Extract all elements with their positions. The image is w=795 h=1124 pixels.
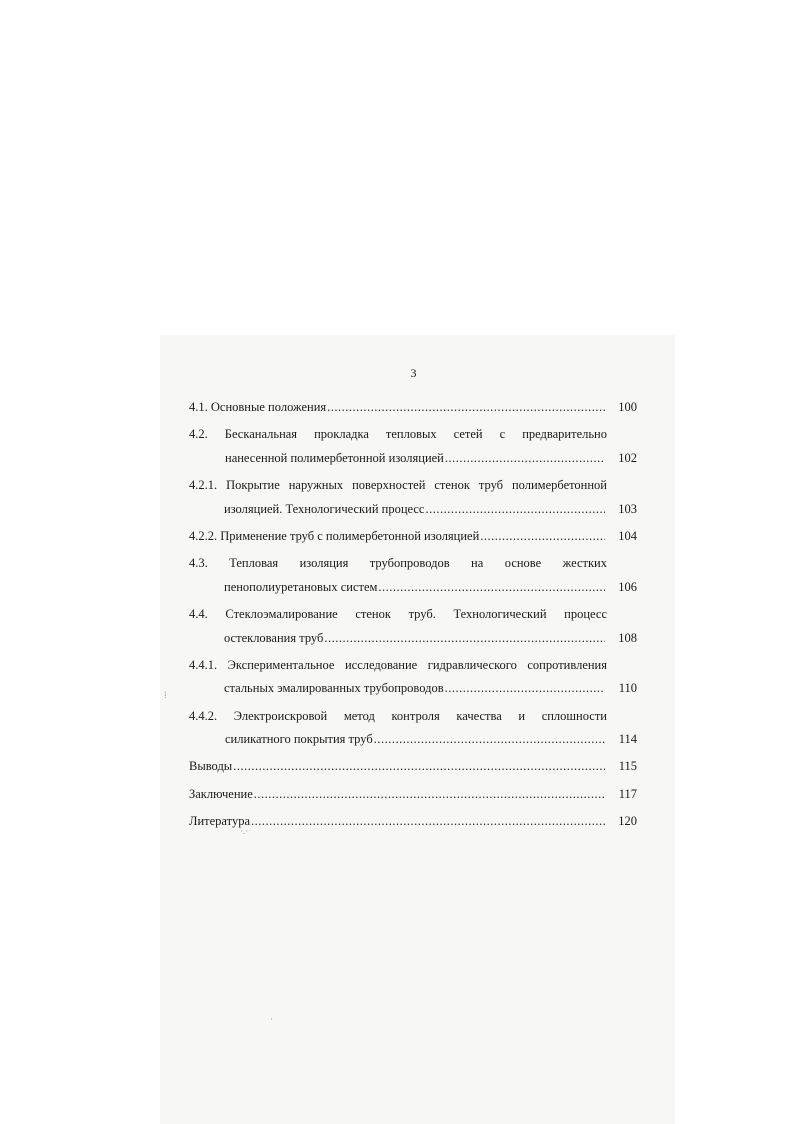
toc-title-continued: изоляцией. Технологический процесс	[224, 501, 425, 516]
toc-title: Выводы	[189, 759, 233, 774]
toc-entry-conclusions	[189, 755, 637, 778]
scan-speck: ⁞	[164, 690, 167, 700]
toc-title-continued: нанесенной полимербетонной изоляцией	[225, 450, 444, 465]
toc-page: 104	[618, 528, 637, 543]
toc-title-continued: пенополиуретановых систем	[224, 579, 378, 594]
toc-page: 100	[618, 400, 637, 414]
table-of-contents	[189, 396, 637, 838]
toc-entry-4-4-2	[189, 705, 637, 752]
toc-entry-4-4-1	[189, 654, 637, 701]
page-number: 3	[410, 366, 417, 380]
toc-page: 110	[618, 681, 637, 696]
toc-title: 4.4.2. Электроискровой метод контроля качества и сплошности	[189, 708, 607, 723]
toc-entry-summary	[189, 783, 637, 806]
scan-speck: ·	[270, 1014, 273, 1024]
toc-title: 4.3. Тепловая изоляция трубопроводов на основе жестких	[189, 556, 607, 571]
toc-entry-4-2-2	[189, 525, 637, 548]
toc-entry-4-1	[189, 396, 637, 419]
toc-title: 4.4. Стеклоэмалирование стенок труб. Технологический процесс	[189, 607, 607, 622]
toc-leader	[233, 755, 605, 778]
toc-entry-4-4	[189, 603, 637, 650]
toc-page: 120	[618, 814, 637, 829]
toc-entry-literature	[189, 810, 637, 833]
toc-leader	[374, 728, 605, 751]
toc-title: 4.2. Бесканальная прокладка тепловых сетей с предварительно	[189, 427, 607, 442]
toc-leader	[254, 783, 605, 806]
toc-leader	[445, 447, 605, 470]
toc-entry-4-3	[189, 552, 637, 599]
toc-leader	[425, 498, 605, 521]
toc-page: 115	[618, 759, 637, 774]
toc-page: 103	[618, 501, 637, 516]
scan-speck: ·.·	[240, 826, 249, 836]
toc-leader	[378, 576, 605, 599]
toc-page: 102	[618, 450, 637, 465]
toc-page: 108	[618, 630, 637, 645]
toc-title: 4.2.1. Покрытие наружных поверхностей стенок труб полимербетонной	[189, 478, 607, 493]
toc-title-continued: силикатного покрытия труб	[225, 732, 373, 747]
toc-page: 117	[618, 786, 637, 801]
toc-page: 114	[618, 732, 637, 747]
toc-title: 4.4.1. Экспериментальное исследование гидравлического сопротивления	[189, 657, 607, 672]
toc-title: 4.1. Основные положения	[189, 400, 327, 414]
toc-entry-4-2-1	[189, 474, 637, 521]
toc-leader	[327, 396, 605, 419]
toc-page: 106	[618, 579, 637, 594]
toc-leader	[324, 627, 605, 650]
toc-leader	[251, 810, 605, 833]
toc-title: Литература	[189, 814, 250, 829]
toc-title: Заключение	[189, 786, 253, 801]
toc-title: 4.2.2. Применение труб с полимербетонной изоляцией	[189, 528, 480, 543]
toc-leader	[480, 525, 605, 548]
toc-leader	[445, 677, 605, 700]
toc-title-continued: остеклования труб	[224, 630, 324, 645]
toc-entry-4-2	[189, 423, 637, 470]
toc-title-continued: стальных эмалированных трубопроводов	[224, 681, 444, 696]
